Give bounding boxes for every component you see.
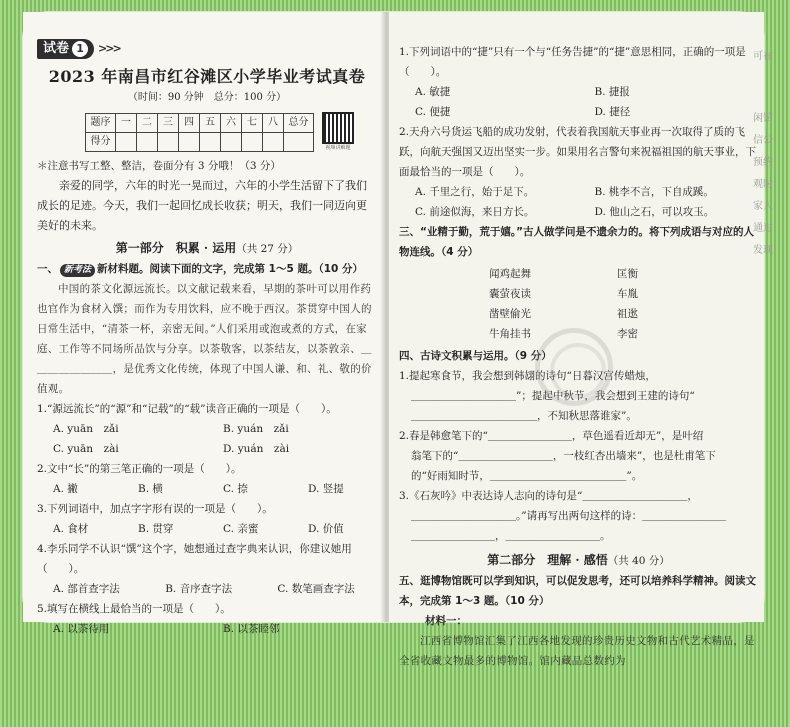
score-cell: 得分 bbox=[86, 132, 116, 151]
option-c: C. 亲蜜 bbox=[223, 523, 259, 535]
option-a: A. 敏捷 bbox=[415, 86, 451, 98]
part1-title bbox=[37, 238, 377, 259]
option-b: B. 音序查字法 bbox=[165, 583, 233, 595]
score-cell: 七 bbox=[242, 113, 263, 132]
option-a: A. 部首查字法 bbox=[53, 583, 120, 595]
option-d: D. yuán zài bbox=[223, 443, 290, 455]
poem-question-3 bbox=[399, 486, 758, 506]
material-label: 材料一： bbox=[425, 615, 467, 627]
options-row bbox=[37, 579, 377, 599]
poem-line: 春是韩愈笔下的“＿＿＿＿＿＿＿＿，草色遥看近却无”，是叶绍 bbox=[409, 430, 704, 442]
question-3 bbox=[37, 499, 377, 519]
option-a: A. 千里之行，始于足下。 bbox=[415, 186, 535, 198]
options-row bbox=[37, 619, 377, 639]
exam-title: 2023 年南昌市红谷滩区小学毕业考试真卷 bbox=[48, 67, 366, 86]
poem-line: 翁笔下的“＿＿＿＿＿＿＿＿＿，一枝红杏出墙来”，也是杜甫笔下 bbox=[411, 450, 716, 462]
question-text: “源远流长”的“源”和“记载”的“载”读音正确的一项是（ ）。 bbox=[47, 403, 337, 415]
score-cell: 一 bbox=[116, 113, 137, 132]
question-number: 4. bbox=[37, 543, 48, 555]
poem-line: ＿＿＿＿＿＿＿＿＿＿。”请再写出两句这样的诗：＿＿＿＿＿＿＿＿ bbox=[411, 510, 727, 522]
question-number: 2. bbox=[399, 430, 410, 442]
score-input-cell bbox=[179, 132, 200, 151]
score-table-row bbox=[86, 132, 314, 151]
idiom: 囊萤夜读 bbox=[489, 288, 531, 300]
edge-text: 可在 bbox=[753, 51, 773, 62]
idiom-matching-table bbox=[489, 264, 758, 344]
option-b: B. 贯穿 bbox=[138, 523, 174, 535]
score-cell: 四 bbox=[179, 113, 200, 132]
question-number: 2. bbox=[399, 126, 410, 138]
option-b: B. 桃李不言，下自成蹊。 bbox=[594, 186, 714, 198]
person: 车胤 bbox=[617, 288, 638, 300]
question-group-3-head: 三、“业精于勤，荒于嬉。”古人做学问是不遗余力的。将下列成语与对应的人物连线。（4 分） bbox=[399, 226, 755, 258]
question-4 bbox=[37, 539, 377, 579]
score-cell: 三 bbox=[158, 113, 179, 132]
option-b: B. 捷报 bbox=[594, 86, 630, 98]
poem-line: ＿＿＿＿＿＿＿＿＿＿”；提起中秋节，我会想到王建的诗句“ bbox=[411, 390, 695, 402]
intro-paragraph: 亲爱的同学，六年的时光一晃而过，六年的小学生活留下了我们成长的足迹。今天，我们一起回忆成长收获；明天，我们一同迈向更美好的未来。 bbox=[37, 179, 367, 232]
writing-note: ＊注意书写工整、整洁，卷面分有 3 分哦！（3 分） bbox=[37, 160, 281, 172]
question-text: 填写在横线上最恰当的一项是（ ）。 bbox=[47, 603, 231, 615]
score-section bbox=[85, 112, 377, 152]
option-c: C. 数笔画查字法 bbox=[277, 583, 355, 595]
poem-line: 《石灰吟》中表达诗人志向的诗句是“＿＿＿＿＿＿＿＿＿＿， bbox=[409, 490, 698, 502]
question-number: 2. bbox=[37, 463, 48, 475]
part2-score: （共 40 分） bbox=[607, 555, 670, 567]
edge-text: 家人 bbox=[753, 201, 773, 212]
idiom-row bbox=[489, 284, 758, 304]
options-row bbox=[37, 439, 377, 459]
option-c: C. 前途似海，来日方长。 bbox=[415, 206, 535, 218]
score-input-cell bbox=[116, 132, 137, 151]
score-table-row bbox=[86, 113, 314, 132]
idiom-row bbox=[489, 304, 758, 324]
options-row bbox=[37, 419, 377, 439]
score-input-cell bbox=[137, 132, 158, 151]
part2-title-text: 第二部分 理解 · 感悟 bbox=[487, 553, 608, 567]
exam-badge bbox=[37, 39, 94, 59]
person: 匡衡 bbox=[617, 268, 638, 280]
option-b: B. yuán zǎi bbox=[223, 423, 289, 435]
left-page bbox=[23, 12, 385, 635]
question-group-1-text: 新材料题。阅读下面的文字，完成第 1～5 题。（10 分） bbox=[97, 263, 363, 275]
poem-line: 提起寒食节，我会想到韩翃的诗句“日暮汉宫传蜡烛， bbox=[409, 370, 656, 382]
option-d: D. 捷径 bbox=[594, 106, 631, 118]
options-row bbox=[399, 82, 758, 102]
right-question-1 bbox=[399, 42, 758, 82]
options-row bbox=[399, 202, 758, 222]
option-d: D. 竖提 bbox=[308, 483, 344, 495]
option-d: D. 价值 bbox=[308, 523, 344, 535]
option-b: B. 以茶睦邻 bbox=[223, 623, 280, 635]
edge-text: 闲馆 bbox=[753, 113, 773, 124]
edge-text: 预约 bbox=[753, 157, 773, 168]
option-b: B. 横 bbox=[138, 483, 163, 495]
badge-label: 试卷 bbox=[43, 41, 70, 56]
watermark-icon bbox=[535, 328, 613, 406]
score-table bbox=[85, 113, 314, 152]
badge-number: 1 bbox=[72, 41, 88, 57]
options-row bbox=[399, 182, 758, 202]
question-group-4-head: 四、古诗文积累与运用。（9 分） bbox=[399, 350, 552, 362]
idiom-row bbox=[489, 264, 758, 284]
document-card bbox=[23, 12, 773, 667]
score-cell: 总分 bbox=[284, 113, 314, 132]
edge-text: 通过 bbox=[753, 223, 773, 234]
question-text: 李乐同学不认识“馔”这个字，她想通过查字典来认识，你建议她用（ ）。 bbox=[37, 543, 352, 575]
person: 祖逖 bbox=[617, 308, 638, 320]
score-input-cell bbox=[242, 132, 263, 151]
part1-score: （共 27 分） bbox=[236, 243, 299, 255]
score-input-cell bbox=[221, 132, 242, 151]
options-row bbox=[37, 519, 377, 539]
edge-text: 观时 bbox=[753, 179, 773, 190]
idiom-row bbox=[489, 324, 758, 344]
option-a: A. 撇 bbox=[53, 483, 78, 495]
question-5 bbox=[37, 599, 377, 619]
next-page-edge bbox=[753, 46, 783, 262]
question-number: 1. bbox=[399, 46, 410, 58]
qr-code-box bbox=[322, 112, 354, 152]
exam-badge-row bbox=[37, 38, 377, 60]
option-c: C. 捺 bbox=[223, 483, 248, 495]
score-cell: 五 bbox=[200, 113, 221, 132]
edge-text: 信公 bbox=[753, 135, 773, 146]
option-c: C. 便捷 bbox=[415, 106, 451, 118]
score-cell: 二 bbox=[137, 113, 158, 132]
score-input-cell bbox=[284, 132, 314, 151]
question-text: 下列词语中的“捷”只有一个与“任务告捷”的“捷”意思相同，正确的一项是（ ）。 bbox=[399, 46, 746, 78]
part1-title-text: 第一部分 积累 · 运用 bbox=[115, 241, 237, 255]
idiom: 牛角挂书 bbox=[489, 328, 531, 340]
question-number: 3. bbox=[37, 503, 48, 515]
score-input-cell bbox=[158, 132, 179, 151]
option-a: A. yuān zǎi bbox=[53, 423, 119, 435]
score-cell: 八 bbox=[263, 113, 284, 132]
option-d: D. 他山之石，可以攻玉。 bbox=[594, 206, 715, 218]
score-input-cell bbox=[263, 132, 284, 151]
question-prefix: 一、 bbox=[37, 263, 58, 275]
question-1 bbox=[37, 399, 377, 419]
options-row bbox=[399, 102, 758, 122]
tea-passage: 中国的茶文化源远流长。以文献记载来看，早期的茶叶可以用作药也官作为食材入馔；而作为专用饮料，应不晚于西汉。茶贯穿中国人的日常生活中，“清茶一杯，亲密无间。”人们采用或泡或煮的方式，在家庭、工作等不同场所品饮与分享。以茶敬客，以茶结友，以茶敦亲、＿＿＿＿＿＿＿＿，是优秀文化传统，体现了中国人谦、和、礼、敬的价值观。 bbox=[37, 283, 372, 395]
question-text: 下列词语中，加点字字形有误的一项是（ ）。 bbox=[47, 503, 273, 515]
person: 李密 bbox=[617, 328, 638, 340]
exam-meta: （时间：90 分钟 总分：100 分） bbox=[127, 92, 287, 103]
badge-arrows: >>> bbox=[98, 42, 120, 55]
idiom: 闻鸡起舞 bbox=[489, 268, 531, 280]
qr-code-icon bbox=[322, 112, 354, 144]
option-a: A. 食材 bbox=[53, 523, 89, 535]
score-cell: 六 bbox=[221, 113, 242, 132]
question-2 bbox=[37, 459, 377, 479]
score-input-cell bbox=[200, 132, 221, 151]
question-group-1-head bbox=[37, 259, 377, 279]
question-text: 文中“长”的第三笔正确的一项是（ ）。 bbox=[47, 463, 242, 475]
qr-label: 视频讲解题 bbox=[325, 145, 351, 151]
question-text: 天舟六号货运飞船的成功发射，代表着我国航天事业再一次取得了质的飞跃，向航天强国又迈出坚实一步。如果用名言警句来祝福祖国的航天事业，下面最恰当的一项是（ ）。 bbox=[399, 126, 756, 178]
part2-title bbox=[399, 550, 758, 571]
score-cell: 题序 bbox=[86, 113, 116, 132]
question-number: 1. bbox=[37, 403, 48, 415]
question-number: 3. bbox=[399, 490, 410, 502]
question-number: 1. bbox=[399, 370, 410, 382]
question-number: 5. bbox=[37, 603, 48, 615]
new-method-tag: 新考法 bbox=[60, 264, 95, 277]
question-group-5-head: 五、逛博物馆既可以学到知识，可以促发思考，还可以培养科学精神。阅读文本，完成第 1～3 题。（10 分） bbox=[399, 575, 756, 607]
option-a: A. 以茶待用 bbox=[53, 623, 110, 635]
poem-line: 的“好雨知时节，＿＿＿＿＿＿＿＿＿＿＿＿＿”。 bbox=[411, 470, 643, 482]
option-c: C. yuān zài bbox=[53, 443, 119, 455]
idiom: 凿壁偷光 bbox=[489, 308, 531, 320]
edge-text: 发现 bbox=[753, 245, 773, 256]
right-question-2 bbox=[399, 122, 758, 182]
right-page bbox=[389, 12, 764, 667]
poem-question-2 bbox=[399, 426, 758, 446]
poem-line: ＿＿＿＿＿＿＿＿＿＿＿＿，不知秋思落谁家”。 bbox=[411, 410, 637, 422]
museum-passage: 江西省博物馆汇集了江西各地发现的珍贵历史文物和古代艺术精品，是全省收藏文物最多的博物馆。馆内藏品总数约为 bbox=[399, 635, 755, 667]
options-row bbox=[37, 479, 377, 499]
poem-line: ＿＿＿＿＿＿＿＿，＿＿＿＿＿＿＿＿＿。 bbox=[411, 530, 611, 542]
